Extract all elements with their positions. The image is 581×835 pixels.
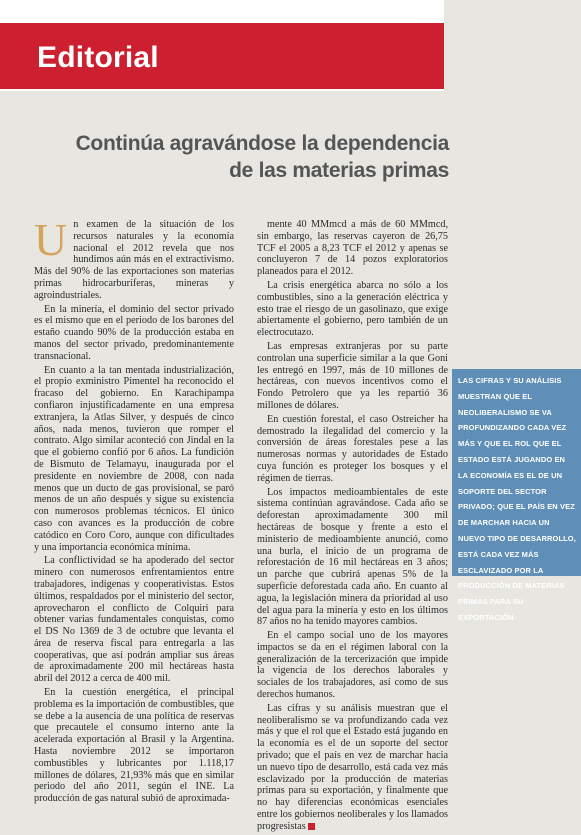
- article-headline: Continúa agravándose la dependencia de las materias primas: [75, 132, 449, 182]
- paragraph-text: Las cifras y su análisis muestran que el neoliberalismo se va profundizando cada vez más y que el rol que el Estado está jugando en la economía es el de un soporte del sector privado; que el país en vez de marchar hacia un nuevo tipo de desarrollo, está cada vez más esclavizado por la producción de materias primas para su exportación, y finalmente que no hay diferencias económicas esenciales entre los gobiernos neoliberales y los llamados progresistas: [257, 702, 448, 832]
- article-paragraph: Los impactos medioambientales de este sistema continúan agravándose. Cada año se deforestan aproximadamente 300 mil hectáreas de bosque y frente a esto el ministerio de medioambiente anunció, como una burla, el inicio de un programa de reforestación de 16 mil hectáreas en 3 años; un parche que cubrirá apenas 5% de la superficie deforestada cada año. En cuanto al agua, la legislación minera da prioridad al uso del agua para la minería y esto en los últimos 87 años no ha tenido mayores cambios.: [257, 486, 448, 628]
- section-header-bar: [0, 23, 444, 89]
- article-paragraph: La crisis energética abarca no sólo a los combustibles, sino a la generación eléctrica y esto trae el riesgo de un gasolinazo, que exige abiertamente el gobierno, pero también de un electrocutazo.: [257, 279, 448, 339]
- section-label: Editorial: [37, 41, 159, 74]
- article-paragraph: En la minería, el dominio del sector privado es el mismo que en el periodo de los barones del estaño cuando 90% de la producción estaba en manos del sector privado, predominantemente transnacional.: [34, 303, 234, 362]
- article-paragraph: La conflictividad se ha apoderado del sector minero con numerosos enfrentamientos entre trabajadores, indígenas y cooperativistas. Estos últimos, respaldados por el ministerio del sector, aprovecharon el conflicto de Colquiri para obtener varias fundamentales conquistas, como el DS No 1369 de 3 de octubre que levanta el área de reserva fiscal para entregarla a las cooperativas, que así podrán ampliar sus áreas de aproximadamente 200 mil hectáreas hasta abril del 2012 a cerca de 400 mil.: [34, 555, 234, 685]
- pull-quote-text: LAS CIFRAS Y SU ANÁLISIS MUESTRAN QUE EL NEOLIBERALISMO SE VA PROFUNDIZANDO CADA VEZ MÁS Y QUE EL ROL QUE EL ESTADO ESTÁ JUGANDO EN LA ECONOMÍA ES EL DE UN SOPORTE DEL SECTOR PRIVADO; QUE EL PAÍS EN VEZ DE MARCHAR HACIA UN NUEVO TIPO DE DESARROLLO, ESTÁ CADA VEZ MÁS ESCLAVIZADO POR LA PRODUCCIÓN DE MATERIAS PRIMAS PARA SU EXPORTACIÓN.: [458, 376, 576, 622]
- article-paragraph: mente 40 MMmcd a más de 60 MMmcd, sin embargo, las reservas cayeron de 26,75 TCF el 2005 a 8,23 TCF el 2012 y apenas se concluyeron 7 de 14 pozos exploratorios planeados para el 2012.: [257, 219, 448, 278]
- drop-cap: U: [34, 214, 68, 265]
- article-paragraph: Las empresas extranjeras por su parte controlan una superficie similar a la que Goni les entregó en 1997, más de 10 millones de hectáreas, con nuevos incentivos como el Fondo Petrolero que ya les repartió 36 millones de dólares.: [257, 340, 448, 411]
- article-column-left: [34, 214, 234, 807]
- article-paragraph: En la cuestión energética, el principal problema es la importación de combustibles, que se debe a la ausencia de una política de reservas que precautele el consumo interno ante la acelerada exportación al Brasil y la Argentina. Hasta noviembre 2012 se importaron combustibles y lubricantes por 1.118,17 millones de dólares, 21,93% más que en similar periodo del año 2011, según el INE. La producción de gas natural subió de aproximada-: [34, 687, 234, 805]
- end-of-article-mark: [308, 823, 315, 830]
- paragraph-text: n examen de la situación de los recursos naturales y la economía nacional el 2012 revela que nos hundimos aún más en el extractivismo. Más del 90% de las exportaciones son materias primas hidrocarburíferas, mineras y agroindustriales.: [34, 219, 234, 301]
- article-paragraph: [257, 703, 448, 833]
- top-white-band: [0, 0, 444, 23]
- article-paragraph: [34, 214, 234, 302]
- article-column-right: [257, 219, 448, 835]
- article-paragraph: En el campo social uno de los mayores impactos se da en el régimen laboral con la generalización de la tercerización que impide la vigencia de los derechos laborales y sociales de los trabajadores, así como de sus derechos humanos.: [257, 630, 448, 701]
- article-paragraph: En cuanto a la tan mentada industrialización, el propio exministro Pimentel ha reconocido el fracaso del gobierno. En Karachipampa confiaron injustificadamente en una empresa extranjera, la Atlas Silver, y después de cinco años, nada menos, tuvieron que romper el contrato. Algo similar aconteció con Jindal en la que el gobierno confió por 6 años. La fundición de Bismuto de Telamayu, inaugurada por el presidente en noviembre de 2008, con nada menos que un ducto de gas provisional, se paró menos de un año después y sigue su existencia con numerosos problemas técnicos. El único caso con avances es la producción de cobre catódico en Coro Coro, aunque con dificultades y una importancia económica mínima.: [34, 364, 234, 553]
- header-rule: [0, 89, 444, 91]
- article-paragraph: En cuestión forestal, el caso Ostreicher ha demostrado la ilegalidad del comercio y la conversión de áreas forestales pese a las numerosas normas y autoridades de Estado cuya función es proteger los bosques y el régimen de tierras.: [257, 413, 448, 484]
